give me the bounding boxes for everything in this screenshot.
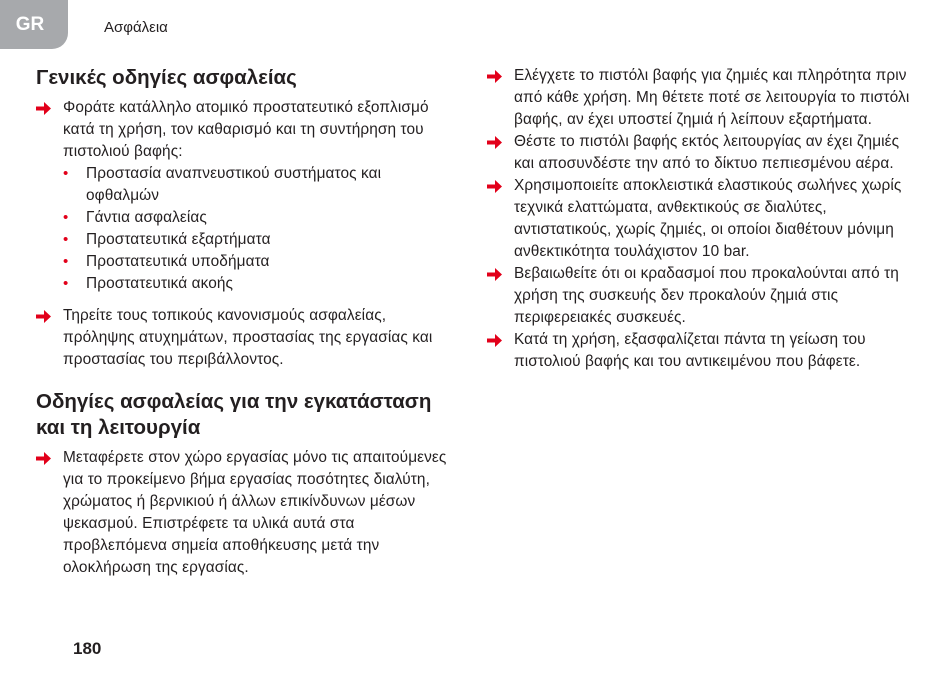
instruction-text: Κατά τη χρήση, εξασφαλίζεται πάντα τη γείωση του πιστολιού βαφής και του αντικειμένου που βάφετε. [514,331,866,370]
red-arrow-icon [487,175,505,197]
instruction-text: Βεβαιωθείτε ότι οι κραδασμοί που προκαλούνται από τη χρήση της συσκευής δεν προκαλούν ζημιά στις περιφερειακές συσκευές. [514,265,899,326]
list-item-text: Προστατευτικά εξαρτήματα [86,231,271,248]
red-arrow-icon [487,263,505,285]
instruction-item [36,447,456,579]
language-tab: GR [0,0,68,49]
left-column [36,65,456,579]
heading-general-safety: Γενικές οδηγίες ασφαλείας [36,66,297,89]
protective-equipment-list [63,163,456,295]
instruction-text: Ελέγχετε το πιστόλι βαφής για ζημιές και πληρότητα πριν από κάθε χρήση. Μη θέτετε ποτέ σε λειτουργία το πιστόλι βαφής, αν έχει υποστεί ζημιά ή λείπουν εξαρτήματα. [514,67,910,128]
instruction-item [487,131,917,175]
bullet-icon: • [63,253,69,270]
red-arrow-icon [487,329,505,351]
instruction-text: Χρησιμοποιείτε αποκλειστικά ελαστικούς σωλήνες χωρίς τεχνικά ελαττώματα, ανθεκτικούς σε διαλύτες, αντιστατικούς, χωρίς ζημιές, οι οποίοι διαθέτουν μόνιμη ανθεκτικότητα τουλάχιστον 10 bar. [514,177,902,260]
red-arrow-icon [36,305,54,327]
instruction-item [487,263,917,329]
red-arrow-icon [487,65,505,87]
list-item [63,163,456,207]
list-item-text: Προστασία αναπνευστικού συστήματος και οφθαλμών [86,165,382,204]
red-arrow-icon [36,447,54,469]
list-item-text: Προστατευτικά ακοής [86,275,234,292]
heading-installation-operation: Οδηγίες ασφαλείας για την εγκατάσταση και τη λειτουργία [36,390,432,439]
list-item [63,207,456,229]
list-item [63,229,456,251]
instruction-item [487,65,917,131]
bullet-icon: • [63,231,69,248]
instruction-text: Θέστε το πιστόλι βαφής εκτός λειτουργίας αν έχει ζημιές και αποσυνδέστε την από το δίκτυο πεπιεσμένου αέρα. [514,133,900,172]
instruction-item [36,305,456,371]
bullet-icon: • [63,275,69,292]
list-item [63,251,456,273]
instruction-item [487,329,917,373]
instruction-text: Τηρείτε τους τοπικούς κανονισμούς ασφαλείας, πρόληψης ατυχημάτων, προστασίας της εργασίας και προστασίας του περιβάλλοντος. [63,307,433,368]
bullet-icon: • [63,165,69,182]
list-item-text: Γάντια ασφαλείας [86,209,207,226]
instruction-text: Μεταφέρετε στον χώρο εργασίας μόνο τις απαιτούμενες για το προκείμενο βήμα εργασίας ποσότητες διαλύτη, χρώματος ή βερνικιού ή άλλων επικίνδυνων μέσων ψεκασμού. Επιστρέφετε τα υλικά αυτά στα προβλεπόμενα σημεία αποθήκευσης μετά την ολοκλήρωση της εργασίας. [63,449,447,576]
list-item [63,273,456,295]
right-column [487,65,917,373]
list-item-text: Προστατευτικά υποδήματα [86,253,270,270]
bullet-icon: • [63,209,69,226]
red-arrow-icon [487,131,505,153]
page-number: 180 [73,639,102,658]
section-title: Ασφάλεια [104,19,168,36]
red-arrow-icon [36,97,54,119]
instruction-item [36,97,456,295]
instruction-text: Φοράτε κατάλληλο ατομικό προστατευτικό εξοπλισμό κατά τη χρήση, τον καθαρισμό και τη συντήρηση του πιστολιού βαφής: [63,99,429,160]
instruction-item [487,175,917,263]
